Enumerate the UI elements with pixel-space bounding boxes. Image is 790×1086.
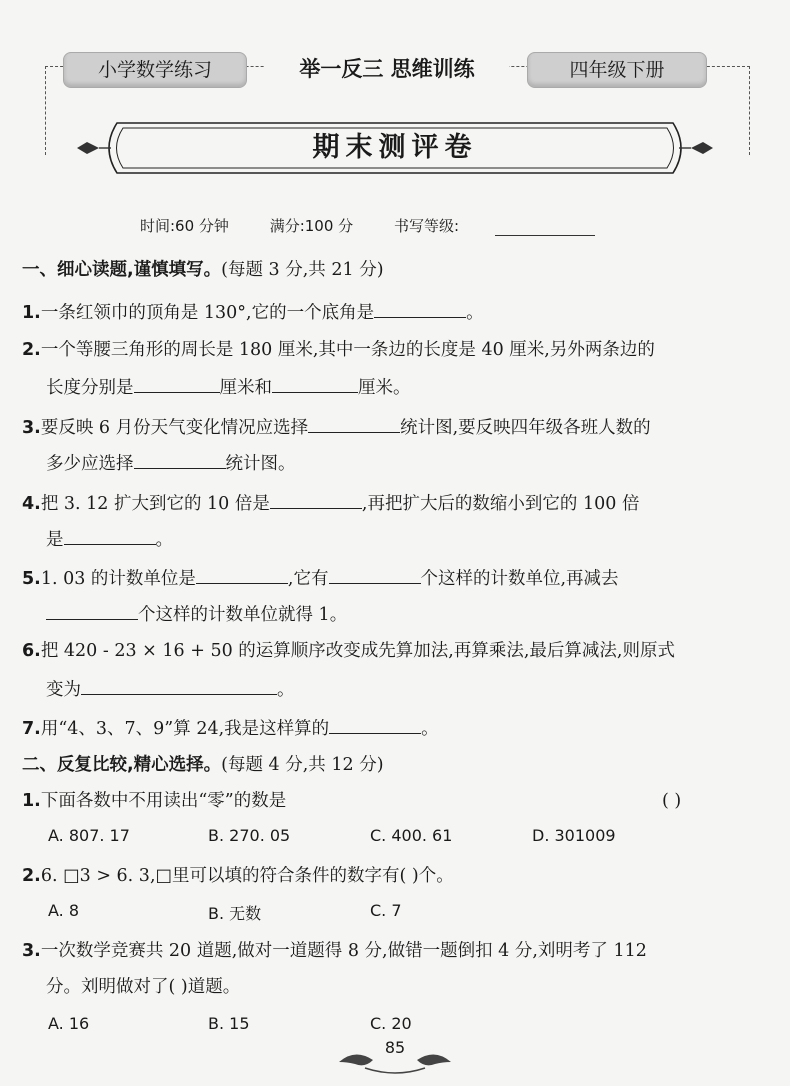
s1-question-6 [22,638,762,664]
s2-question-1 [22,788,762,814]
s1-question-1 [22,297,762,326]
question-text: 一条红领巾的顶角是 130°,它的一个底角是 [40,303,375,323]
answer-paren[interactable]: ( ) [662,791,682,811]
s1-question-2 [22,337,762,363]
page-footer [335,1038,455,1068]
answer-blank[interactable] [329,563,421,584]
answer-blank[interactable] [329,713,421,734]
answer-blank[interactable] [196,563,288,584]
s1-question-2-cont [46,372,786,401]
question-text: 把 420 - 23 × 16 + 50 的运算顺序改变成先算加法,再算乘法,最后算减法,则原式 [40,641,675,661]
right-tag: 四年级下册 [527,52,707,88]
question-text: 个这样的计数单位就得 1。 [138,605,348,625]
answer-blank[interactable] [308,412,400,433]
section-1-title [22,257,762,283]
option-d[interactable]: D. 301009 [532,826,616,845]
answer-blank[interactable] [374,297,466,318]
question-text: 多少应选择 [46,454,134,474]
question-number: 3. [22,941,41,961]
section-2-note: (每题 4 分,共 12 分) [221,755,384,775]
s2-question-3-cont [46,974,786,1000]
question-text: 厘米和 [219,378,272,398]
question-number: 2. [22,340,41,360]
answer-blank[interactable] [64,524,156,545]
answer-blank[interactable] [134,372,220,393]
question-text: 把 3. 12 扩大到它的 10 倍是 [40,494,270,514]
question-text: 。 [466,303,484,323]
option-a[interactable]: A. 8 [48,901,80,920]
question-number: 4. [22,494,41,514]
answer-blank[interactable] [134,448,226,469]
question-number: 2. [22,866,41,886]
question-text: 。 [421,719,439,739]
question-text: 统计图,要反映四年级各班人数的 [400,418,651,438]
section-1-heading: 一、细心读题,谨慎填写。 [22,260,222,280]
question-text: 分。刘明做对了( )道题。 [46,977,241,997]
question-text: ,再把扩大后的数缩小到它的 100 倍 [361,494,640,514]
question-number: 1. [22,791,41,811]
question-text: 一个等腰三角形的周长是 180 厘米,其中一条边的长度是 40 厘米,另外两条边的 [40,340,655,360]
answer-blank[interactable] [272,372,358,393]
question-text: 。 [155,530,173,550]
section-2-heading: 二、反复比较,精心选择。 [22,755,222,775]
question-number: 7. [22,719,41,739]
option-b[interactable]: B. 无数 [208,904,262,923]
writing-grade-label: 书写等级: [393,217,459,235]
question-text: 厘米。 [358,378,411,398]
question-text: 变为 [46,680,81,700]
question-number: 6. [22,641,41,661]
option-c[interactable]: C. 400. 61 [370,826,453,845]
full-score: 满分:100 分 [269,217,354,235]
question-number: 3. [22,418,41,438]
s2-question-2 [22,863,762,889]
time-limit: 时间:60 分钟 [140,217,229,235]
s1-question-3 [22,412,762,441]
s1-question-4-cont [46,524,786,553]
s1-question-4 [22,488,762,517]
writing-grade-blank[interactable] [495,221,595,236]
page-title: 期末测评卷 [312,132,478,163]
question-text: 一次数学竞赛共 20 道题,做对一道题得 8 分,做错一题倒扣 4 分,刘明考了 112 [40,941,647,961]
option-c[interactable]: C. 7 [370,901,402,920]
option-b[interactable]: B. 270. 05 [208,826,291,845]
series-title: 举一反三 思维训练 [265,52,509,86]
answer-blank[interactable] [81,674,277,695]
option-b[interactable]: B. 15 [208,1014,250,1033]
exam-meta [140,215,595,236]
question-text: 统计图。 [225,454,296,474]
question-text: 长度分别是 [46,378,134,398]
question-number: 1. [22,303,41,323]
question-text: 要反映 6 月份天气变化情况应选择 [40,418,309,438]
page-number: 85 [384,1038,406,1057]
question-text: 用“4、3、7、9”算 24,我是这样算的 [40,719,330,739]
answer-blank[interactable] [46,599,138,620]
section-2-title [22,752,762,778]
question-text: 6. □3 > 6. 3,□里可以填的符合条件的数字有( )个。 [40,866,454,886]
s1-question-7 [22,713,762,742]
question-text: 1. 03 的计数单位是 [40,569,196,589]
question-text: ,它有 [287,569,329,589]
title-banner [77,117,713,179]
question-text: 。 [277,680,295,700]
section-1-note: (每题 3 分,共 21 分) [221,260,384,280]
s1-question-3-cont [46,448,786,477]
question-text: 个这样的计数单位,再减去 [420,569,619,589]
s2-question-3 [22,938,762,964]
question-text: 是 [46,530,64,550]
option-a[interactable]: A. 16 [48,1014,90,1033]
option-a[interactable]: A. 807. 17 [48,826,130,845]
answer-blank[interactable] [270,488,362,509]
question-text: 下面各数中不用读出“零”的数是 [40,791,287,811]
question-number: 5. [22,569,41,589]
s1-question-5 [22,563,762,592]
s1-question-6-cont [46,674,786,703]
option-c[interactable]: C. 20 [370,1014,412,1033]
left-tag: 小学数学练习 [63,52,247,88]
s1-question-5-cont [46,599,786,628]
